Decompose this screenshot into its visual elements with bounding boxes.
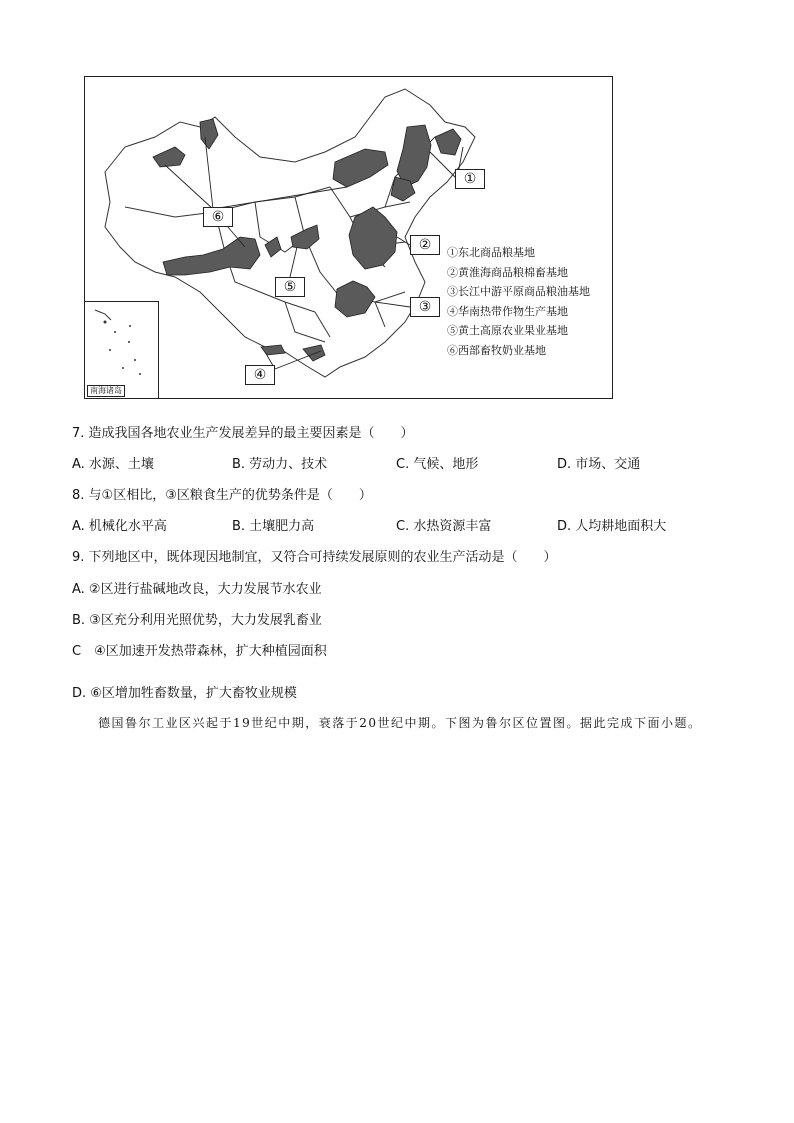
question-9-option-c: C ④区加速开发热带森林，扩大种植园面积 [72,644,327,659]
china-agriculture-map [84,76,613,399]
legend-item-5: ⑤黄土高原农业果业基地 [447,324,568,337]
question-8-option-d: D. 人均耕地面积大 [557,519,667,534]
inset-drawing [85,302,158,398]
region-5-loess [291,225,319,249]
region-1-heilongjiang [435,129,461,155]
leader-2 [397,237,410,245]
question-9-stem: 9. 下列地区中，既体现因地制宜，又符合可持续发展原则的农业生产活动是（ ） [72,550,557,565]
question-9-option-d: D. ⑥区增加牲畜数量，扩大畜牧业规模 [72,686,297,701]
map-legend [447,243,590,360]
legend-item-4: ④华南热带作物生产基地 [447,304,568,318]
legend-item-2: ②黄淮海商品粮棉畜基地 [447,265,568,279]
legend-item-1: ①东北商品粮基地 [447,246,535,259]
region-3-yangtze [335,281,375,317]
callout-6: ⑥ [203,207,233,227]
ruhr-passage: 德国鲁尔工业区兴起于19世纪中期，衰落于20世纪中期。下图为鲁尔区位置图。据此完成下面小题。 [98,716,702,730]
question-9-option-b: B. ③区充分利用光照优势，大力发展乳畜业 [72,613,322,628]
region-6-altai [200,119,218,149]
legend-item-3: ③长江中游平原商品粮油基地 [447,285,590,298]
question-9-option-a: A. ②区进行盐碱地改良，大力发展节水农业 [72,582,322,597]
region-6-west [265,237,281,257]
question-7-stem: 7. 造成我国各地农业生产发展差异的最主要因素是（ ） [72,426,414,441]
question-8-stem: 8. 与①区相比，③区粮食生产的优势条件是（ ） [72,488,372,503]
question-8-option-a: A. 机械化水平高 [72,519,167,534]
legend-item-6: ⑥西部畜牧奶业基地 [447,343,546,357]
callout-2: ② [410,235,440,255]
region-4-guangxi [261,345,285,355]
callout-5: ⑤ [275,277,305,297]
question-7-option-a: A. 水源、土壤 [72,457,154,472]
callout-1: ① [455,169,485,189]
callout-3: ③ [410,297,440,317]
leader-5 [290,247,297,277]
question-7-option-b: B. 劳动力、技术 [232,457,328,472]
callout-4: ④ [245,365,275,385]
inset-label: 南海诸岛 [87,385,125,397]
region-4-hainan [303,345,325,361]
region-6-qinghai-tibet [163,237,260,275]
leader-3 [375,302,410,307]
question-8-option-b: B. 土壤肥力高 [232,519,315,534]
question-7-option-c: C. 气候、地形 [396,457,479,472]
south-china-sea-inset [85,301,159,398]
region-6-tianshan [153,147,185,167]
question-7-option-d: D. 市场、交通 [557,457,641,472]
question-8-option-c: C. 水热资源丰富 [396,519,492,534]
region-6-inner-mongolia [333,149,388,187]
region-2-huanghuaihai [349,207,397,269]
region-1-songnen [397,125,431,187]
